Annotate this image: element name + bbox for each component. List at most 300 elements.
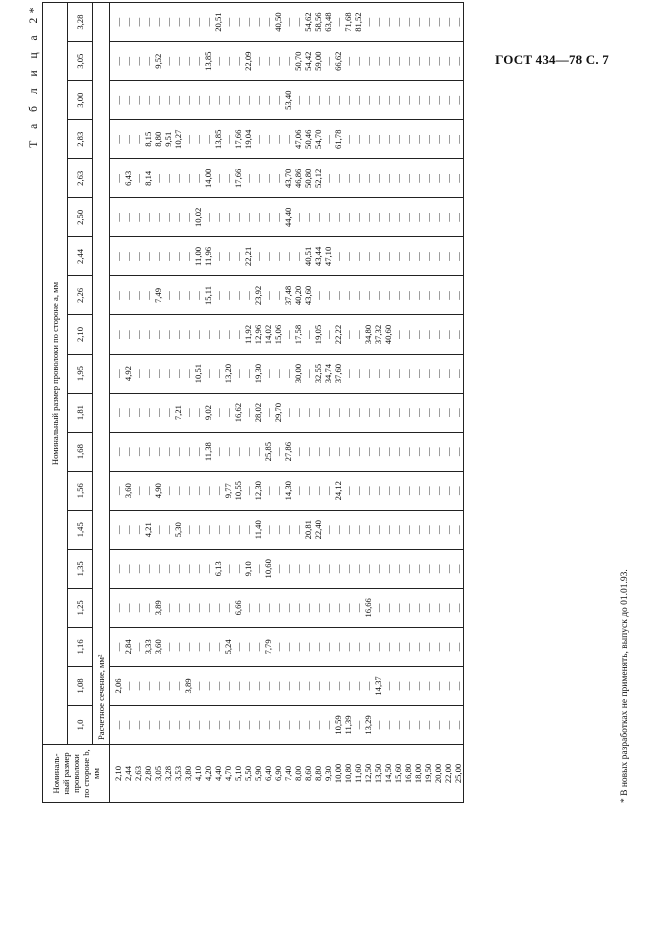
table-cell: — — [153, 252, 163, 261]
table-cell: 46,86 — [293, 168, 303, 188]
table-cell: — — [213, 174, 223, 183]
table-cell: — — [213, 291, 223, 300]
table-cell: — — [113, 447, 123, 456]
table-cell: — — [423, 486, 433, 495]
table-cell: — — [283, 564, 293, 574]
table-cell: — — [173, 681, 183, 691]
table-cell: — — [123, 95, 133, 105]
table-cell: — — [263, 369, 273, 378]
table-cell: — — [213, 681, 223, 691]
table-cell: — — [353, 447, 363, 456]
column-header: 1,0 — [68, 705, 93, 744]
table-cell: — — [203, 213, 213, 222]
table-cell: — — [123, 252, 133, 261]
table-cell: — — [393, 681, 403, 691]
table-cell: — — [113, 330, 123, 339]
value-column — [110, 705, 464, 744]
table-cell: — — [413, 174, 423, 183]
table-cell: — — [243, 174, 253, 183]
table-cell: — — [243, 369, 253, 378]
table-cell: 14,30 — [283, 481, 293, 501]
table-cell: — — [243, 720, 253, 730]
table-cell: 16,62 — [233, 402, 243, 423]
table-cell: — — [373, 486, 383, 495]
table-cell: 32,55 — [313, 363, 323, 384]
table-cell: — — [433, 681, 443, 691]
table-cell: — — [133, 134, 143, 144]
table-cell: — — [173, 56, 183, 66]
table-cell: — — [333, 525, 343, 535]
table-cell: 7,49 — [153, 287, 163, 303]
table-cell: — — [223, 213, 233, 222]
table-cell: — — [373, 408, 383, 417]
table-cell: — — [163, 681, 173, 691]
table-cell: — — [393, 642, 403, 652]
row-label: 12,50 — [363, 763, 373, 784]
table-cell: — — [313, 681, 323, 691]
table-cell: — — [423, 174, 433, 183]
table-cell: 23,92 — [253, 285, 263, 306]
table-cell: — — [443, 447, 453, 456]
table-cell: — — [453, 642, 463, 652]
table-cell: — — [293, 408, 303, 417]
table-cell: — — [293, 642, 303, 652]
table-cell: 37,32 — [373, 324, 383, 345]
column-header: 2,44 — [68, 237, 93, 276]
table-cell: — — [223, 525, 233, 535]
table-cell: — — [363, 408, 373, 417]
table-cell: — — [113, 603, 123, 613]
table-cell: 13,20 — [223, 363, 233, 384]
value-column — [110, 627, 464, 666]
table-cell: — — [343, 486, 353, 495]
table-cell: 14,02 — [263, 324, 273, 345]
table-cell: — — [283, 17, 293, 27]
table-cell: — — [383, 213, 393, 222]
table-cell: — — [303, 486, 313, 495]
table-cell: 43,70 — [283, 168, 293, 188]
table-cell: 5,24 — [223, 639, 233, 655]
table-cell: 6,43 — [123, 170, 133, 186]
table-cell: — — [453, 408, 463, 417]
table-cell: — — [323, 486, 333, 495]
table-cell: — — [343, 369, 353, 378]
table-cell: — — [223, 408, 233, 417]
table-cell: 37,60 — [333, 363, 343, 384]
table-cell: — — [203, 95, 213, 105]
table-cell: — — [193, 681, 203, 691]
table-cell: — — [423, 252, 433, 261]
value-column — [110, 354, 464, 393]
table-cell: — — [173, 720, 183, 730]
table-cell: 10,51 — [193, 363, 203, 384]
table-cell: 59,00 — [313, 51, 323, 71]
table-cell: — — [233, 291, 243, 300]
table-cell: — — [433, 17, 443, 27]
table-cell: 50,80 — [303, 168, 313, 188]
table-cell: — — [143, 486, 153, 495]
table-cell: — — [373, 291, 383, 300]
table-cell: — — [403, 681, 413, 691]
table-cell: — — [343, 447, 353, 456]
table-cell: — — [313, 213, 323, 222]
table-cell: 34,80 — [363, 324, 373, 345]
column-header: 1,25 — [68, 588, 93, 627]
table-cell: — — [193, 525, 203, 535]
table-cell: 37,48 — [283, 285, 293, 306]
table-cell: — — [343, 642, 353, 652]
table-cell: — — [193, 603, 203, 613]
table-cell: — — [263, 174, 273, 183]
table-cell: 20,81 — [303, 520, 313, 540]
table-cell: — — [173, 603, 183, 613]
table-cell: 7,21 — [173, 405, 183, 421]
table-cell: — — [373, 134, 383, 144]
table-cell: — — [263, 603, 273, 613]
table-cell: — — [323, 213, 333, 222]
corner-label-line: ный размер — [61, 752, 71, 795]
table-cell: — — [353, 330, 363, 339]
table-cell: — — [443, 408, 453, 417]
table-cell: 6,66 — [233, 600, 243, 616]
table-cell: 19,30 — [253, 363, 263, 384]
table-cell: — — [313, 486, 323, 495]
table-cell: 53,40 — [283, 90, 293, 110]
table-cell: 3,60 — [153, 639, 163, 655]
table-cell: 11,39 — [343, 715, 353, 735]
table-cell: — — [163, 369, 173, 378]
table-cell: — — [363, 174, 373, 183]
table-cell: — — [333, 408, 343, 417]
table-cell: — — [393, 525, 403, 535]
table-cell: — — [183, 134, 193, 144]
table-cell: — — [153, 720, 163, 730]
table-cell: — — [123, 330, 133, 339]
table-cell: — — [213, 720, 223, 730]
table-cell: — — [323, 681, 333, 691]
table-cell: — — [113, 213, 123, 222]
table-cell: 58,56 — [313, 12, 323, 32]
table-cell: — — [183, 17, 193, 27]
table-cell: 2,84 — [123, 639, 133, 655]
table-cell: — — [453, 603, 463, 613]
table-cell: — — [373, 720, 383, 730]
table-cell: — — [373, 95, 383, 105]
table-cell: — — [133, 720, 143, 730]
table-cell: — — [203, 369, 213, 378]
table-cell: 13,29 — [363, 715, 373, 735]
table-cell: 19,05 — [313, 324, 323, 345]
table-cell: — — [423, 330, 433, 339]
table-cell: 8,80 — [153, 131, 163, 147]
table-cell: — — [423, 291, 433, 300]
table-cell: 6,13 — [213, 561, 223, 577]
table-cell: — — [113, 564, 123, 574]
table-cell: — — [133, 408, 143, 417]
table-cell: 10,27 — [173, 129, 183, 149]
table-cell: — — [113, 174, 123, 183]
row-label: 20,00 — [433, 763, 443, 784]
table-cell: — — [443, 213, 453, 222]
table-cell: — — [243, 603, 253, 613]
table-cell: 7,79 — [263, 639, 273, 655]
table-cell: — — [403, 642, 413, 652]
table-cell: — — [233, 252, 243, 261]
table-cell: — — [323, 408, 333, 417]
table-cell: — — [423, 564, 433, 574]
table-cell: — — [163, 408, 173, 417]
table-cell: — — [253, 681, 263, 691]
wire-section-table — [42, 2, 464, 803]
table-cell: — — [143, 447, 153, 456]
table-cell: — — [353, 720, 363, 730]
table-cell: 63,48 — [323, 12, 333, 32]
table-cell: 43,60 — [303, 285, 313, 306]
table-cell: 61,78 — [333, 129, 343, 149]
row-label: 22,00 — [443, 763, 453, 784]
table-cell: — — [403, 213, 413, 222]
table-cell: — — [383, 134, 393, 144]
table-cell: — — [243, 525, 253, 535]
table-cell: 13,85 — [213, 129, 223, 149]
table-cell: 40,50 — [273, 12, 283, 32]
table-cell: — — [163, 525, 173, 535]
table-cell: — — [413, 720, 423, 730]
table-cell: — — [213, 525, 223, 535]
table-cell: — — [403, 486, 413, 495]
table-cell: — — [213, 408, 223, 417]
table-cell: — — [263, 681, 273, 691]
table-cell: — — [213, 603, 223, 613]
table-cell: — — [333, 447, 343, 456]
table-cell: — — [373, 17, 383, 27]
table-cell: — — [403, 447, 413, 456]
table-cell: 40,51 — [303, 246, 313, 267]
column-header: 1,56 — [68, 471, 93, 510]
table-cell: — — [113, 56, 123, 66]
table-cell: — — [133, 525, 143, 535]
table-cell: — — [273, 642, 283, 652]
table-cell: — — [173, 95, 183, 105]
table-cell: — — [243, 408, 253, 417]
table-cell: — — [443, 330, 453, 339]
table-cell: — — [133, 56, 143, 66]
value-column — [110, 159, 464, 198]
table-cell: — — [363, 134, 373, 144]
table-cell: — — [403, 174, 413, 183]
table-cell: 40,60 — [383, 324, 393, 345]
table-cell: — — [363, 525, 373, 535]
table-cell: — — [143, 252, 153, 261]
table-cell: 13,85 — [203, 51, 213, 71]
row-label: 3,05 — [153, 765, 163, 782]
table-cell: — — [193, 642, 203, 652]
table-cell: — — [383, 408, 393, 417]
table-cell: — — [283, 525, 293, 535]
table-cell: — — [303, 642, 313, 652]
table-cell: 22,21 — [243, 246, 253, 267]
table-cell: — — [403, 603, 413, 613]
table-cell: — — [273, 134, 283, 144]
table-cell: 22,09 — [243, 51, 253, 71]
table-cell: — — [163, 603, 173, 613]
row-label: 25,00 — [453, 763, 463, 784]
table-cell: — — [143, 95, 153, 105]
table-cell: — — [173, 174, 183, 183]
table-cell: — — [453, 525, 463, 535]
table-cell: — — [413, 17, 423, 27]
row-label: 3,80 — [183, 765, 193, 782]
table-cell: — — [453, 486, 463, 495]
table-cell: — — [163, 642, 173, 652]
table-cell: 11,96 — [203, 246, 213, 266]
table-cell: — — [123, 720, 133, 730]
table-cell: — — [423, 720, 433, 730]
table-cell: — — [203, 17, 213, 27]
table-cell: — — [323, 720, 333, 730]
value-column — [110, 276, 464, 315]
table-cell: — — [383, 642, 393, 652]
table-cell: — — [163, 95, 173, 105]
table-cell: — — [443, 174, 453, 183]
table-cell: — — [393, 603, 403, 613]
table-cell: — — [413, 330, 423, 339]
table-cell: — — [293, 95, 303, 105]
table-cell: — — [423, 525, 433, 535]
table-cell: 54,42 — [303, 51, 313, 71]
row-label: 2,44 — [123, 765, 133, 782]
table-cell: — — [323, 642, 333, 652]
table-cell: — — [263, 252, 273, 261]
table-cell: — — [433, 291, 443, 300]
table-cell: — — [433, 56, 443, 66]
table-cell: — — [363, 291, 373, 300]
table-cell: — — [383, 486, 393, 495]
table-cell: — — [273, 252, 283, 261]
row-label: 3,53 — [173, 765, 183, 782]
table-cell: — — [323, 174, 333, 183]
table-cell: — — [143, 291, 153, 300]
table-cell: — — [233, 330, 243, 339]
rotated-table-page — [24, 3, 634, 803]
table-cell: — — [333, 564, 343, 574]
table-cell: — — [373, 642, 383, 652]
table-cell: — — [453, 564, 463, 574]
table-cell: — — [243, 447, 253, 456]
table-cell: — — [253, 213, 263, 222]
table-cell: — — [413, 447, 423, 456]
table-cell: — — [353, 252, 363, 261]
table-cell: — — [273, 291, 283, 300]
table-cell: — — [183, 525, 193, 535]
table-cell: — — [373, 213, 383, 222]
table-cell: — — [393, 330, 403, 339]
table-cell: — — [333, 17, 343, 27]
table-cell: — — [123, 17, 133, 27]
table-cell: — — [133, 642, 143, 652]
table-cell: 3,89 — [153, 600, 163, 616]
table-cell: — — [223, 603, 233, 613]
table-cell: 8,14 — [143, 170, 153, 186]
table-cell: — — [373, 174, 383, 183]
table-cell: — — [393, 447, 403, 456]
table-cell: 20,51 — [213, 12, 223, 32]
table-cell: — — [443, 525, 453, 535]
table-cell: — — [163, 213, 173, 222]
table-cell: — — [273, 720, 283, 730]
table-cell: — — [173, 17, 183, 27]
table-cell: 81,52 — [353, 12, 363, 32]
table-cell: — — [353, 564, 363, 574]
table-cell: — — [283, 642, 293, 652]
table-cell: — — [433, 447, 443, 456]
table-cell: — — [143, 720, 153, 730]
table-cell: — — [173, 564, 183, 574]
table-cell: — — [113, 486, 123, 495]
table-cell: — — [453, 252, 463, 261]
table-cell: — — [133, 174, 143, 183]
table-cell: — — [443, 252, 453, 261]
table-cell: — — [153, 408, 163, 417]
table-cell: — — [123, 134, 133, 144]
table-cell: — — [273, 525, 283, 535]
table-cell: — — [403, 291, 413, 300]
table-cell: — — [353, 95, 363, 105]
table-cell: — — [343, 330, 353, 339]
row-label: 2,10 — [113, 765, 123, 782]
table-cell: 34,74 — [323, 363, 333, 384]
table-cell: — — [203, 603, 213, 613]
table-cell: — — [453, 330, 463, 339]
table-cell: — — [453, 681, 463, 691]
table-cell: — — [283, 369, 293, 378]
table-cell: 8,15 — [143, 131, 153, 147]
table-cell: — — [353, 291, 363, 300]
table-cell: — — [353, 408, 363, 417]
table-cell: — — [133, 369, 143, 378]
table-cell: — — [413, 252, 423, 261]
table-cell: — — [253, 447, 263, 456]
table-cell: — — [403, 525, 413, 535]
table-cell: — — [153, 447, 163, 456]
table-cell: — — [123, 603, 133, 613]
table-cell: — — [253, 720, 263, 730]
row-label: 18,00 — [413, 763, 423, 784]
table-cell: — — [393, 291, 403, 300]
table-cell: 9,51 — [163, 131, 173, 147]
table-cell: 17,58 — [293, 324, 303, 345]
table-cell: — — [413, 564, 423, 574]
table-cell: — — [263, 17, 273, 27]
table-cell: — — [443, 564, 453, 574]
table-cell: — — [123, 213, 133, 222]
table-cell: 4,21 — [143, 522, 153, 538]
table-cell: — — [223, 56, 233, 66]
table-cell: — — [303, 720, 313, 730]
table-cell: — — [183, 252, 193, 261]
table-cell: — — [193, 486, 203, 495]
table-cell: — — [303, 564, 313, 574]
table-cell: — — [153, 95, 163, 105]
table-cell: — — [403, 330, 413, 339]
table-cell: — — [163, 330, 173, 339]
table-cell: — — [403, 369, 413, 378]
table-cell: — — [343, 134, 353, 144]
table-cell: — — [223, 95, 233, 105]
table-cell: — — [343, 681, 353, 691]
table-cell: 71,68 — [343, 12, 353, 32]
table-cell: — — [343, 95, 353, 105]
